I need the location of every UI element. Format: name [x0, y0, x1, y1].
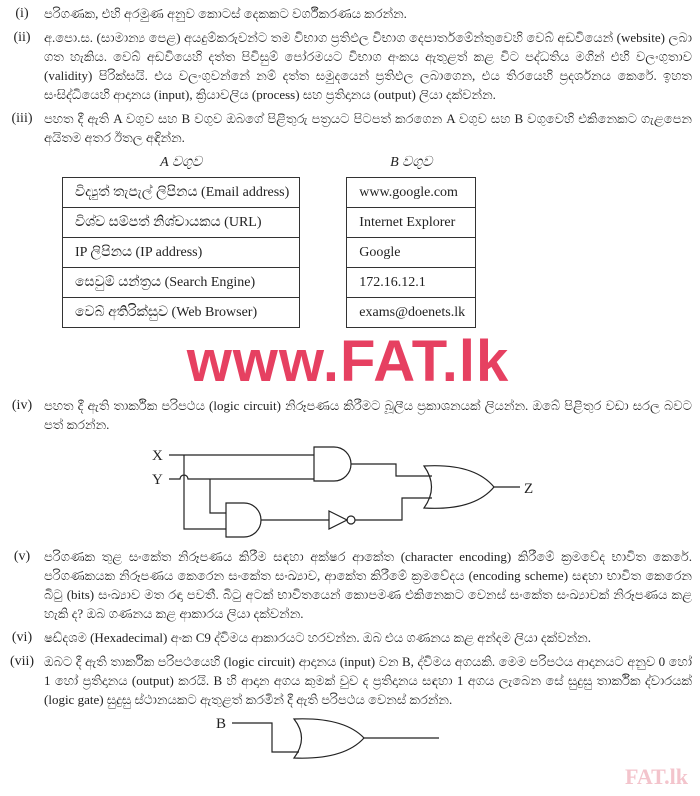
table-b-item: Google: [347, 238, 475, 268]
table-b-header: B වගුව: [390, 155, 433, 170]
table-b-item: Internet Explorer: [347, 208, 475, 238]
question-ii: [4, 28, 692, 104]
table-a-item: සෙවුම් යන්ත්‍රය (Search Engine): [63, 268, 299, 298]
question-number: (i): [15, 6, 29, 21]
input-y-label: Y: [152, 472, 163, 488]
question-text: පහත දී ඇති A වගුව සහ B වගුව ඔබගේ පිළිතුරු පත්‍රයට පිටපත් කරගෙන A වගුව සහ B වගුවෙහි එකිනෙකට ගැළපෙන අයිතම අතර ඊතල අඳින්න.: [44, 111, 692, 145]
question-text: ඔබට දී ඇති තාර්කික පරිපථයෙහි (logic circuit) ආදානය (input) වන B, ද්විමය අගයකි. මෙම පරිපථය ආදානයට අනුව 0 හෝ 1 හෝ ප්‍රතිදානය (output) කරයි. B හි ආදාන අගය කුමක් වුව ද ප්‍රතිදානය සඳහා 1 අගය ලැබෙන සේ සුදුසු තාර්කික ද්වාරයක් (logic gate) සුදුසු ස්ථානයකට ඇතුළත් කරමින් දී ඇති පරිපථය වෙනස් කරන්න.: [44, 654, 692, 707]
question-iii: [4, 109, 692, 147]
question-vii: [4, 652, 692, 709]
table-a-header: A වගුව: [160, 155, 203, 170]
table-b-column: [346, 153, 476, 328]
table-a-column: [62, 153, 300, 328]
question-number: (ii): [13, 30, 31, 45]
table-b-item: 172.16.12.1: [347, 268, 475, 298]
table-a: [62, 177, 300, 328]
watermark-corner: FAT.lk: [625, 764, 688, 789]
input-x-label: X: [152, 448, 163, 464]
question-i: [4, 4, 692, 23]
question-vi: [4, 628, 692, 647]
question-text: පරිගණක, එහි අරමුණ අනුව කොටස් දෙකකට වර්ගීකරණය කරන්න.: [44, 6, 407, 21]
logic-circuit-diagram: [4, 439, 692, 539]
question-number: (iv): [11, 398, 33, 413]
output-z-label: Z: [524, 481, 534, 497]
table-a-item: වෙබ් අතිරික්සුව (Web Browser): [75, 305, 258, 320]
or-gate-figure: [4, 714, 692, 764]
question-text: පරිගණක තුළ සංකේත නිරූපණය කිරීම සඳහා අක්ෂර ආකේත (character encoding) කිරීමේ ක්‍රමවේද භාවිත කෙරේ. පරිගණකයක නිරූපණය කෙරෙන සංකේත සංඛ්‍යාව, ආකේත කිරීමේ ක්‍රමවේදය (encoding scheme) සඳහා භාවිත කෙරෙන බිටු (bits) සංඛ්‍යාව මත රඳා පවතී. බිටු අටක් භාවිතයෙන් කොපමණ එකිනෙකට වෙනස් සංකේත සංඛ්‍යාවක් නිරූපණය කළ හැකි ද? ඔබ ගණනය කළ ආකාරය ලියා දක්වන්න.: [44, 549, 692, 621]
question-iv: [4, 396, 692, 434]
and-gate: [314, 447, 351, 481]
and-gate: [226, 503, 261, 537]
question-number: (iii): [11, 111, 33, 126]
table-a-item: විශ්ව සම්පත් නිශ්චායකය (URL): [63, 208, 299, 238]
table-b-item: www.google.com: [347, 178, 475, 208]
watermark: www.FAT.lk: [186, 329, 510, 394]
logic-circuit-figure: [4, 439, 692, 539]
or-gate-circuit-diagram: [4, 714, 692, 764]
not-gate: [329, 511, 347, 529]
question-v: [4, 547, 692, 623]
question-number: (vi): [11, 630, 33, 645]
or-gate: [294, 719, 364, 758]
or-gate: [424, 466, 494, 509]
question-number: (v): [13, 549, 31, 564]
question-number: (vii): [9, 654, 35, 669]
input-b-label: B: [216, 716, 227, 732]
question-text: පහත දී ඇති තාර්කික පරිපථය (logic circuit) නිරූපණය කිරීමට බූලීය ප්‍රකාශනයක් ලියන්න. ඔබේ පිළිතුර වඩා සරල බවට පත් කරන්න.: [44, 398, 692, 432]
matching-tables: [62, 153, 692, 328]
table-b-item: exams@doenets.lk: [359, 305, 466, 320]
table-a-item: IP ලිපිනය (IP address): [63, 238, 299, 268]
table-b: [346, 177, 476, 328]
question-text: ෂඩ්දශම (Hexadecimal) අංක C9 ද්විමය ආකාරයට හරවන්න. ඔබ එය ගණනය කළ අන්දම ලියා දක්වන්න.: [44, 630, 591, 645]
table-a-item: විද්‍යුත් තැපැල් ලිපිනය (Email address): [63, 178, 299, 208]
question-text: අ.පො.ස. (සාමාන්‍ය පෙළ) අයදුම්කරුවන්ට තම විභාග ප්‍රතිඵල විභාග දෙපාර්තමේන්තුවෙහි වෙබ් අඩවියෙන් (website) ලබා ගත හැකිය. වෙබ් අඩවියෙහි දත්ත පිවිසුම් පෝරමයට විභාග අංකය ඇතුළත් කළ විට පද්ධතිය මගින් එහි වලංගුතාව (validity) පිරික්සයි. එය වලංගුවන්නේ නම් දත්ත සමුදයෙන් ප්‍රතිඵල ලබාගෙන, එය තිරයෙහි ප්‍රදර්ශනය කෙරේ. ඉහත සංසිද්ධියෙහි ආදානය (input), ක්‍රියාවලිය (process) සහ ප්‍රතිදානය (output) ලියා දක්වන්න.: [44, 30, 692, 102]
